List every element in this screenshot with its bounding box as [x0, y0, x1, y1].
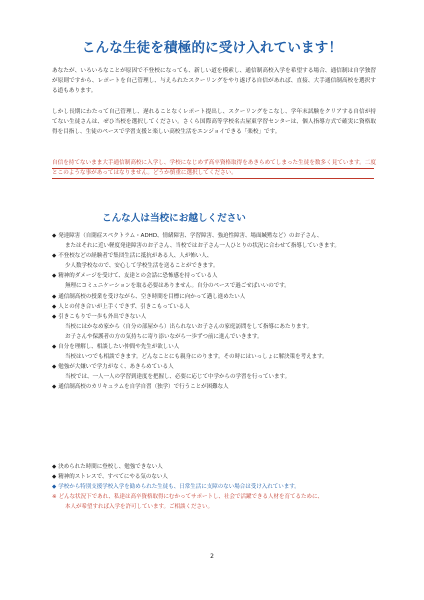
list-item	[52, 281, 378, 291]
warning-underline	[52, 168, 374, 169]
bullet-marker: ◆	[52, 484, 57, 491]
bullet-marker: ◆	[52, 273, 57, 280]
bullet-marker: ◆	[52, 384, 57, 391]
list-item	[52, 472, 378, 482]
list-item-text: どんな状況下であれ、私達は高卒資格取得にむかってサポートし、社会で活躍できる人材を育てるために、	[58, 494, 323, 501]
intro-warning-paragraph: 自信を持てないまま大手通信制高校に入学し、学校になじめず高卒資格取得をあきらめてしまった生徒を数多く見ています。二度とこのような事があってはなりません。どうか慎重に選択してください。	[52, 160, 376, 177]
intro-paragraph-1: あなたが、いろいろなことが原因で不登校になっても、新しい道を模索し、通信制高校入学を希望する場合、通信制は自学独習が原則ですから、レポートを自己管理し、与えられたスクーリングをやり遂げる自信があれば、直接、大手通信制高校を選択する道もあります。	[52, 68, 376, 95]
warning-underline	[52, 178, 374, 179]
list-item-text: 通信制高校の授業を受けながら、空き時間を目標に向かって邁し進めたい人	[58, 293, 246, 300]
list-item	[52, 241, 378, 251]
list-item	[52, 502, 378, 512]
list-item-text: 精神的ストレスで、すべてにやる気のない人	[58, 474, 168, 481]
list-item	[52, 271, 378, 281]
list-item	[52, 312, 378, 322]
notes-list	[52, 462, 378, 512]
list-item-text: 当校では、一人一人の学習到達度を把握し、必要に応じて中学からの学習を行っています。	[65, 374, 291, 381]
list-item-text: 引きこもりで一歩も外出できない人	[58, 313, 147, 320]
list-item	[52, 352, 378, 362]
list-item-text: 不登校などの経験者で集団生活に抵抗がある人、人が怖い人、	[58, 253, 213, 260]
list-item	[52, 231, 378, 241]
list-item	[52, 462, 378, 472]
bullet-marker: ◆	[52, 474, 57, 481]
bullet-marker: ◆	[52, 303, 57, 310]
bullet-marker: ◆	[52, 344, 57, 351]
list-item-text: 当校はいつでも相談できます。どんなことにも親身にのります。その時にはいっしょに解決策を考えます。	[65, 354, 328, 361]
page-title: こんな生徒を積極的に受け入れています！	[81, 40, 343, 56]
list-item	[52, 482, 378, 492]
list-item-text: 人との付き合いが上手くできず、引きこもっている人	[58, 303, 190, 310]
list-item	[52, 342, 378, 352]
list-item	[52, 322, 378, 332]
list-item	[52, 372, 378, 382]
list-item-text: 少人数学校なので、安心して学校生活を送ることができます。	[65, 263, 219, 270]
list-item-text: 自分を理解し、相談したい仲間や先生が欲しい人	[58, 344, 180, 351]
list-item	[52, 302, 378, 312]
list-item-text: 通信制高校のカリキュラムを自学自習（独学）で行うことが困難な人	[58, 384, 229, 391]
bullet-marker: ※	[52, 494, 57, 501]
bullet-marker: ◆	[52, 364, 57, 371]
list-item	[52, 332, 378, 342]
list-item	[52, 261, 378, 271]
bullet-marker: ◆	[52, 313, 57, 320]
list-item-text: 精神的ダメージを受けて、友達との会話に恐怖感を持っている人	[58, 273, 218, 280]
page-number: 2	[210, 553, 214, 560]
intro-paragraph-2: しかし長期にわたって自己管理し、遅れることなくレポート提出し、スクーリングをこなし、学年末試験をクリアする自信が持てない生徒さんは、ぜひ当校を選択してください。さくら国際高等学校名古屋東学習センターは、個人指導方式で確実に資格取得を目指し、生徒のペースで学習支援と楽しい高校生活をエンジョイできる「楽校」です。	[52, 109, 376, 136]
bullet-marker: ◆	[52, 253, 57, 260]
section-subtitle: こんな人は当校にお越しください	[102, 213, 246, 224]
bullet-marker: ◆	[52, 293, 57, 300]
bullet-marker: ◆	[52, 464, 57, 470]
list-item-text: 無理にコミュニケーションを取る必要はありません。自分のペースで過ごせばいいのです。	[65, 283, 290, 290]
list-item-text: またはそれに近い軽度発達障害のお子さん、当校ではお子さん一人ひとりの状況に合わせて指導していきます。	[65, 243, 340, 250]
list-item	[52, 492, 378, 502]
list-item	[52, 382, 378, 392]
list-item-text: 本人が希望すれば入学を許可しています。ご相談ください。	[65, 504, 214, 511]
list-item-text: 勉強が大嫌いで学力がなく、あきらめている人	[58, 364, 174, 371]
bullet-marker: ◆	[52, 233, 57, 239]
list-item-text: 発達障害（自閉症スペクトラム・ADHD、情緒障害、学習障害、強迫性障害、場面緘黙など）のお子さん、	[58, 233, 323, 239]
list-item	[52, 292, 378, 302]
list-item	[52, 362, 378, 372]
list-item-text: 学校から特別支援学校入学を勧められた生徒も、日常生活に支障のない場合は受け入れています。	[58, 484, 300, 491]
list-item-text: 当校にはかなめ家から（自分の部屋から）出られないお子さんの家庭訪問をして指導にあたります。	[65, 323, 313, 330]
target-student-list	[52, 231, 378, 393]
list-item-text: お子さんや保護者の方の気持ちに寄り添いながら一歩ずつ前に進んでいきます。	[65, 333, 263, 340]
list-item	[52, 251, 378, 261]
list-item-text: 決められた時間に登校し、勉強できない人	[58, 464, 163, 470]
